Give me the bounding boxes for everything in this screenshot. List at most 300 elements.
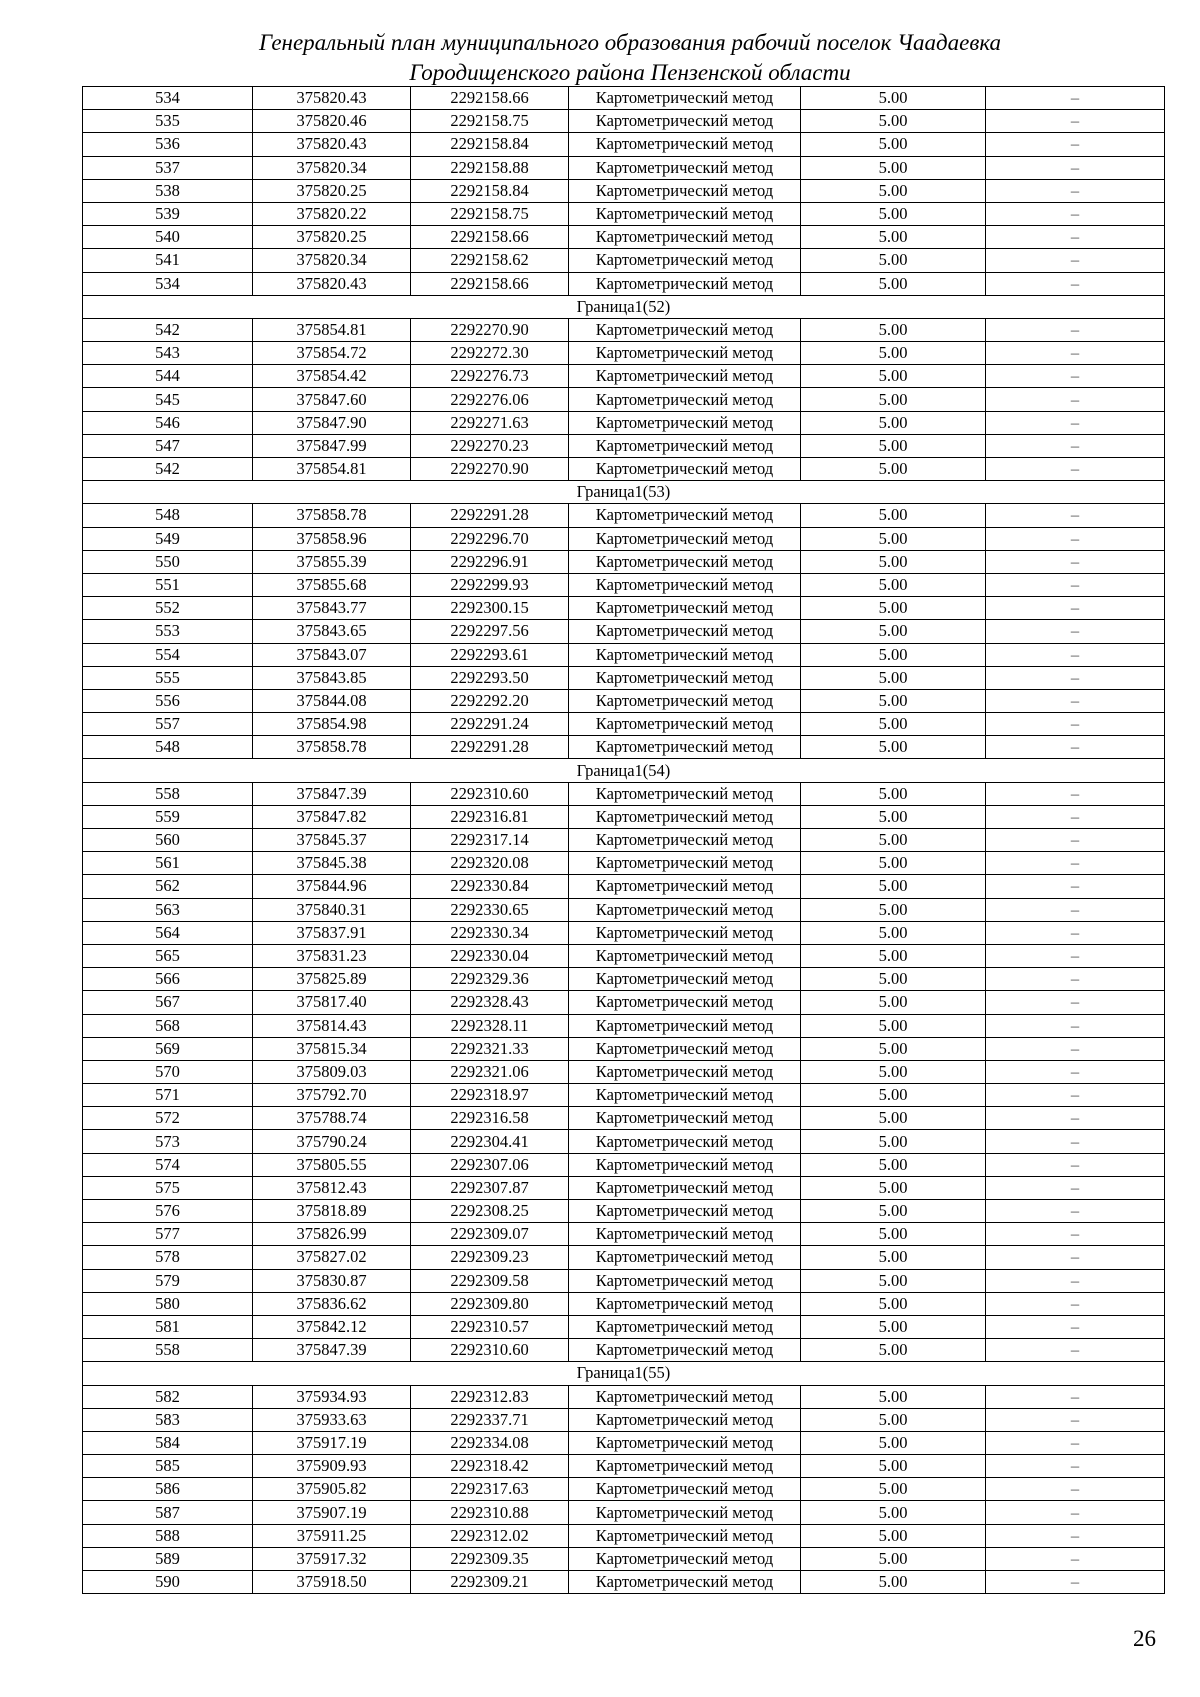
table-row: [83, 875, 1165, 898]
x-coordinate-cell: 375858.78: [253, 504, 411, 527]
accuracy-cell: 5.00: [801, 829, 986, 852]
y-coordinate-cell: 2292317.14: [411, 829, 569, 852]
point-number-cell: 581: [83, 1315, 253, 1338]
x-coordinate-cell: 375840.31: [253, 898, 411, 921]
point-number-cell: 568: [83, 1014, 253, 1037]
table-row: [83, 1385, 1165, 1408]
accuracy-cell: 5.00: [801, 875, 986, 898]
y-coordinate-cell: 2292158.75: [411, 110, 569, 133]
table-row: [83, 249, 1165, 272]
table-row: [83, 805, 1165, 828]
description-cell: –: [986, 573, 1165, 596]
method-cell: Картометрический метод: [569, 921, 801, 944]
point-number-cell: 550: [83, 550, 253, 573]
accuracy-cell: 5.00: [801, 898, 986, 921]
section-title: Граница1(53): [83, 481, 1165, 504]
description-cell: –: [986, 202, 1165, 225]
accuracy-cell: 5.00: [801, 1385, 986, 1408]
method-cell: Картометрический метод: [569, 852, 801, 875]
method-cell: Картометрический метод: [569, 1107, 801, 1130]
x-coordinate-cell: 375815.34: [253, 1037, 411, 1060]
table-row: [83, 1408, 1165, 1431]
accuracy-cell: 5.00: [801, 133, 986, 156]
x-coordinate-cell: 375854.42: [253, 365, 411, 388]
accuracy-cell: 5.00: [801, 434, 986, 457]
point-number-cell: 583: [83, 1408, 253, 1431]
table-row: [83, 829, 1165, 852]
method-cell: Картометрический метод: [569, 1153, 801, 1176]
page-number: 26: [1133, 1626, 1156, 1651]
accuracy-cell: 5.00: [801, 944, 986, 967]
y-coordinate-cell: 2292320.08: [411, 852, 569, 875]
table-row: [83, 1107, 1165, 1130]
method-cell: Картометрический метод: [569, 597, 801, 620]
point-number-cell: 577: [83, 1223, 253, 1246]
x-coordinate-cell: 375792.70: [253, 1084, 411, 1107]
x-coordinate-cell: 375917.19: [253, 1431, 411, 1454]
table-row: [83, 1246, 1165, 1269]
table-row: [83, 202, 1165, 225]
accuracy-cell: 5.00: [801, 411, 986, 434]
x-coordinate-cell: 375818.89: [253, 1200, 411, 1223]
description-cell: –: [986, 365, 1165, 388]
y-coordinate-cell: 2292158.88: [411, 156, 569, 179]
method-cell: Картометрический метод: [569, 968, 801, 991]
description-cell: –: [986, 1014, 1165, 1037]
point-number-cell: 586: [83, 1478, 253, 1501]
y-coordinate-cell: 2292291.24: [411, 713, 569, 736]
header-line-2: Городищенского района Пензенской области: [409, 60, 851, 85]
x-coordinate-cell: 375855.39: [253, 550, 411, 573]
y-coordinate-cell: 2292317.63: [411, 1478, 569, 1501]
section-title: Граница1(54): [83, 759, 1165, 782]
y-coordinate-cell: 2292318.42: [411, 1455, 569, 1478]
y-coordinate-cell: 2292328.11: [411, 1014, 569, 1037]
description-cell: –: [986, 1315, 1165, 1338]
table-row: [83, 968, 1165, 991]
method-cell: Картометрический метод: [569, 272, 801, 295]
x-coordinate-cell: 375847.39: [253, 782, 411, 805]
accuracy-cell: 5.00: [801, 1269, 986, 1292]
accuracy-cell: 5.00: [801, 620, 986, 643]
accuracy-cell: 5.00: [801, 1200, 986, 1223]
description-cell: –: [986, 550, 1165, 573]
method-cell: Картометрический метод: [569, 202, 801, 225]
point-number-cell: 555: [83, 666, 253, 689]
table-row: [83, 689, 1165, 712]
x-coordinate-cell: 375911.25: [253, 1524, 411, 1547]
point-number-cell: 556: [83, 689, 253, 712]
accuracy-cell: 5.00: [801, 1478, 986, 1501]
x-coordinate-cell: 375843.77: [253, 597, 411, 620]
method-cell: Картометрический метод: [569, 388, 801, 411]
description-cell: –: [986, 1292, 1165, 1315]
point-number-cell: 570: [83, 1060, 253, 1083]
method-cell: Картометрический метод: [569, 875, 801, 898]
method-cell: Картометрический метод: [569, 1014, 801, 1037]
x-coordinate-cell: 375814.43: [253, 1014, 411, 1037]
table-row: [83, 1223, 1165, 1246]
description-cell: –: [986, 133, 1165, 156]
x-coordinate-cell: 375817.40: [253, 991, 411, 1014]
description-cell: –: [986, 87, 1165, 110]
x-coordinate-cell: 375820.34: [253, 249, 411, 272]
y-coordinate-cell: 2292334.08: [411, 1431, 569, 1454]
point-number-cell: 582: [83, 1385, 253, 1408]
table-row: [83, 1084, 1165, 1107]
y-coordinate-cell: 2292158.75: [411, 202, 569, 225]
point-number-cell: 539: [83, 202, 253, 225]
y-coordinate-cell: 2292158.66: [411, 272, 569, 295]
method-cell: Картометрический метод: [569, 1176, 801, 1199]
method-cell: Картометрический метод: [569, 87, 801, 110]
accuracy-cell: 5.00: [801, 388, 986, 411]
method-cell: Картометрический метод: [569, 504, 801, 527]
method-cell: Картометрический метод: [569, 1571, 801, 1594]
y-coordinate-cell: 2292309.23: [411, 1246, 569, 1269]
table-row: [83, 550, 1165, 573]
method-cell: Картометрический метод: [569, 133, 801, 156]
accuracy-cell: 5.00: [801, 1084, 986, 1107]
y-coordinate-cell: 2292292.20: [411, 689, 569, 712]
coordinates-table: [82, 86, 1165, 1594]
point-number-cell: 549: [83, 527, 253, 550]
table-row: [83, 921, 1165, 944]
x-coordinate-cell: 375836.62: [253, 1292, 411, 1315]
x-coordinate-cell: 375847.90: [253, 411, 411, 434]
point-number-cell: 534: [83, 272, 253, 295]
point-number-cell: 542: [83, 458, 253, 481]
table-row: [83, 782, 1165, 805]
table-row: [83, 272, 1165, 295]
description-cell: –: [986, 1385, 1165, 1408]
method-cell: Картометрический метод: [569, 1455, 801, 1478]
description-cell: –: [986, 504, 1165, 527]
table-row: [83, 527, 1165, 550]
description-cell: –: [986, 1200, 1165, 1223]
x-coordinate-cell: 375830.87: [253, 1269, 411, 1292]
description-cell: –: [986, 458, 1165, 481]
description-cell: –: [986, 226, 1165, 249]
method-cell: Картометрический метод: [569, 226, 801, 249]
accuracy-cell: 5.00: [801, 156, 986, 179]
accuracy-cell: 5.00: [801, 272, 986, 295]
accuracy-cell: 5.00: [801, 202, 986, 225]
description-cell: –: [986, 1501, 1165, 1524]
table-row: [83, 1431, 1165, 1454]
description-cell: –: [986, 1130, 1165, 1153]
accuracy-cell: 5.00: [801, 968, 986, 991]
description-cell: –: [986, 272, 1165, 295]
table-row: [83, 226, 1165, 249]
description-cell: –: [986, 875, 1165, 898]
description-cell: –: [986, 156, 1165, 179]
point-number-cell: 540: [83, 226, 253, 249]
coordinates-table-body: [83, 87, 1165, 1594]
y-coordinate-cell: 2292310.57: [411, 1315, 569, 1338]
x-coordinate-cell: 375909.93: [253, 1455, 411, 1478]
point-number-cell: 585: [83, 1455, 253, 1478]
method-cell: Картометрический метод: [569, 1292, 801, 1315]
x-coordinate-cell: 375820.43: [253, 133, 411, 156]
table-row: [83, 1455, 1165, 1478]
description-cell: –: [986, 1524, 1165, 1547]
accuracy-cell: 5.00: [801, 365, 986, 388]
table-row: [83, 1037, 1165, 1060]
description-cell: –: [986, 782, 1165, 805]
y-coordinate-cell: 2292309.80: [411, 1292, 569, 1315]
y-coordinate-cell: 2292158.66: [411, 226, 569, 249]
x-coordinate-cell: 375809.03: [253, 1060, 411, 1083]
y-coordinate-cell: 2292308.25: [411, 1200, 569, 1223]
y-coordinate-cell: 2292291.28: [411, 504, 569, 527]
accuracy-cell: 5.00: [801, 666, 986, 689]
x-coordinate-cell: 375858.78: [253, 736, 411, 759]
table-row: [83, 1153, 1165, 1176]
y-coordinate-cell: 2292321.33: [411, 1037, 569, 1060]
table-row: [83, 852, 1165, 875]
accuracy-cell: 5.00: [801, 1246, 986, 1269]
method-cell: Картометрический метод: [569, 1339, 801, 1362]
section-title: Граница1(55): [83, 1362, 1165, 1385]
accuracy-cell: 5.00: [801, 226, 986, 249]
accuracy-cell: 5.00: [801, 87, 986, 110]
table-row: [83, 1547, 1165, 1570]
description-cell: –: [986, 388, 1165, 411]
table-row: [83, 1571, 1165, 1594]
point-number-cell: 538: [83, 179, 253, 202]
table-row: [83, 597, 1165, 620]
table-row: [83, 504, 1165, 527]
y-coordinate-cell: 2292299.93: [411, 573, 569, 596]
accuracy-cell: 5.00: [801, 1524, 986, 1547]
y-coordinate-cell: 2292316.58: [411, 1107, 569, 1130]
accuracy-cell: 5.00: [801, 1292, 986, 1315]
y-coordinate-cell: 2292270.90: [411, 318, 569, 341]
method-cell: Картометрический метод: [569, 342, 801, 365]
point-number-cell: 541: [83, 249, 253, 272]
point-number-cell: 566: [83, 968, 253, 991]
point-number-cell: 542: [83, 318, 253, 341]
y-coordinate-cell: 2292293.61: [411, 643, 569, 666]
point-number-cell: 564: [83, 921, 253, 944]
accuracy-cell: 5.00: [801, 573, 986, 596]
y-coordinate-cell: 2292309.21: [411, 1571, 569, 1594]
description-cell: –: [986, 736, 1165, 759]
accuracy-cell: 5.00: [801, 1315, 986, 1338]
y-coordinate-cell: 2292309.35: [411, 1547, 569, 1570]
x-coordinate-cell: 375825.89: [253, 968, 411, 991]
x-coordinate-cell: 375918.50: [253, 1571, 411, 1594]
table-row: [83, 1478, 1165, 1501]
x-coordinate-cell: 375847.60: [253, 388, 411, 411]
table-row: [83, 458, 1165, 481]
table-row: [83, 365, 1165, 388]
description-cell: –: [986, 1547, 1165, 1570]
y-coordinate-cell: 2292271.63: [411, 411, 569, 434]
accuracy-cell: 5.00: [801, 550, 986, 573]
x-coordinate-cell: 375831.23: [253, 944, 411, 967]
description-cell: –: [986, 1084, 1165, 1107]
x-coordinate-cell: 375820.25: [253, 179, 411, 202]
table-row: [83, 87, 1165, 110]
method-cell: Картометрический метод: [569, 458, 801, 481]
point-number-cell: 565: [83, 944, 253, 967]
accuracy-cell: 5.00: [801, 782, 986, 805]
table-row: [83, 643, 1165, 666]
accuracy-cell: 5.00: [801, 736, 986, 759]
y-coordinate-cell: 2292330.65: [411, 898, 569, 921]
y-coordinate-cell: 2292328.43: [411, 991, 569, 1014]
description-cell: –: [986, 527, 1165, 550]
description-cell: –: [986, 1571, 1165, 1594]
point-number-cell: 571: [83, 1084, 253, 1107]
method-cell: Картометрический метод: [569, 156, 801, 179]
method-cell: Картометрический метод: [569, 1315, 801, 1338]
y-coordinate-cell: 2292158.84: [411, 179, 569, 202]
accuracy-cell: 5.00: [801, 1408, 986, 1431]
x-coordinate-cell: 375826.99: [253, 1223, 411, 1246]
table-row: [83, 736, 1165, 759]
x-coordinate-cell: 375843.85: [253, 666, 411, 689]
method-cell: Картометрический метод: [569, 1524, 801, 1547]
x-coordinate-cell: 375820.22: [253, 202, 411, 225]
point-number-cell: 552: [83, 597, 253, 620]
y-coordinate-cell: 2292330.04: [411, 944, 569, 967]
x-coordinate-cell: 375917.32: [253, 1547, 411, 1570]
point-number-cell: 551: [83, 573, 253, 596]
header-line-1: Генеральный план муниципального образования рабочий поселок Чаадаевка: [258, 30, 1002, 55]
x-coordinate-cell: 375812.43: [253, 1176, 411, 1199]
x-coordinate-cell: 375847.82: [253, 805, 411, 828]
y-coordinate-cell: 2292158.62: [411, 249, 569, 272]
y-coordinate-cell: 2292276.06: [411, 388, 569, 411]
table-row: [83, 388, 1165, 411]
description-cell: –: [986, 1478, 1165, 1501]
x-coordinate-cell: 375790.24: [253, 1130, 411, 1153]
point-number-cell: 579: [83, 1269, 253, 1292]
description-cell: –: [986, 991, 1165, 1014]
point-number-cell: 546: [83, 411, 253, 434]
table-row: [83, 1339, 1165, 1362]
table-row: [83, 666, 1165, 689]
description-cell: –: [986, 597, 1165, 620]
x-coordinate-cell: 375907.19: [253, 1501, 411, 1524]
table-row: [83, 713, 1165, 736]
point-number-cell: 543: [83, 342, 253, 365]
method-cell: Картометрический метод: [569, 713, 801, 736]
description-cell: –: [986, 1223, 1165, 1246]
accuracy-cell: 5.00: [801, 1339, 986, 1362]
method-cell: Картометрический метод: [569, 249, 801, 272]
point-number-cell: 578: [83, 1246, 253, 1269]
accuracy-cell: 5.00: [801, 1107, 986, 1130]
method-cell: Картометрический метод: [569, 1547, 801, 1570]
point-number-cell: 534: [83, 87, 253, 110]
method-cell: Картометрический метод: [569, 666, 801, 689]
description-cell: –: [986, 434, 1165, 457]
x-coordinate-cell: 375842.12: [253, 1315, 411, 1338]
method-cell: Картометрический метод: [569, 829, 801, 852]
accuracy-cell: 5.00: [801, 1455, 986, 1478]
description-cell: –: [986, 921, 1165, 944]
method-cell: Картометрический метод: [569, 318, 801, 341]
x-coordinate-cell: 375820.34: [253, 156, 411, 179]
accuracy-cell: 5.00: [801, 921, 986, 944]
method-cell: Картометрический метод: [569, 1408, 801, 1431]
point-number-cell: 573: [83, 1130, 253, 1153]
x-coordinate-cell: 375820.43: [253, 272, 411, 295]
point-number-cell: 569: [83, 1037, 253, 1060]
point-number-cell: 562: [83, 875, 253, 898]
point-number-cell: 590: [83, 1571, 253, 1594]
x-coordinate-cell: 375905.82: [253, 1478, 411, 1501]
y-coordinate-cell: 2292330.34: [411, 921, 569, 944]
y-coordinate-cell: 2292337.71: [411, 1408, 569, 1431]
x-coordinate-cell: 375843.65: [253, 620, 411, 643]
description-cell: –: [986, 968, 1165, 991]
method-cell: Картометрический метод: [569, 944, 801, 967]
x-coordinate-cell: 375837.91: [253, 921, 411, 944]
method-cell: Картометрический метод: [569, 1478, 801, 1501]
x-coordinate-cell: 375858.96: [253, 527, 411, 550]
y-coordinate-cell: 2292296.91: [411, 550, 569, 573]
section-row: [83, 481, 1165, 504]
method-cell: Картометрический метод: [569, 689, 801, 712]
description-cell: –: [986, 852, 1165, 875]
accuracy-cell: 5.00: [801, 1223, 986, 1246]
table-row: [83, 944, 1165, 967]
x-coordinate-cell: 375854.72: [253, 342, 411, 365]
method-cell: Картометрический метод: [569, 365, 801, 388]
description-cell: –: [986, 1176, 1165, 1199]
point-number-cell: 553: [83, 620, 253, 643]
point-number-cell: 572: [83, 1107, 253, 1130]
table-row: [83, 991, 1165, 1014]
y-coordinate-cell: 2292309.07: [411, 1223, 569, 1246]
accuracy-cell: 5.00: [801, 318, 986, 341]
table-row: [83, 1315, 1165, 1338]
method-cell: Картометрический метод: [569, 1037, 801, 1060]
method-cell: Картометрический метод: [569, 411, 801, 434]
description-cell: –: [986, 643, 1165, 666]
x-coordinate-cell: 375820.43: [253, 87, 411, 110]
x-coordinate-cell: 375820.25: [253, 226, 411, 249]
x-coordinate-cell: 375854.98: [253, 713, 411, 736]
description-cell: –: [986, 1153, 1165, 1176]
point-number-cell: 589: [83, 1547, 253, 1570]
table-row: [83, 1176, 1165, 1199]
accuracy-cell: 5.00: [801, 713, 986, 736]
x-coordinate-cell: 375847.39: [253, 1339, 411, 1362]
table-row: [83, 1060, 1165, 1083]
y-coordinate-cell: 2292158.84: [411, 133, 569, 156]
y-coordinate-cell: 2292316.81: [411, 805, 569, 828]
x-coordinate-cell: 375845.37: [253, 829, 411, 852]
point-number-cell: 545: [83, 388, 253, 411]
y-coordinate-cell: 2292300.15: [411, 597, 569, 620]
x-coordinate-cell: 375844.96: [253, 875, 411, 898]
y-coordinate-cell: 2292310.60: [411, 782, 569, 805]
section-title: Граница1(52): [83, 295, 1165, 318]
point-number-cell: 536: [83, 133, 253, 156]
accuracy-cell: 5.00: [801, 689, 986, 712]
y-coordinate-cell: 2292272.30: [411, 342, 569, 365]
point-number-cell: 584: [83, 1431, 253, 1454]
point-number-cell: 574: [83, 1153, 253, 1176]
point-number-cell: 547: [83, 434, 253, 457]
point-number-cell: 588: [83, 1524, 253, 1547]
